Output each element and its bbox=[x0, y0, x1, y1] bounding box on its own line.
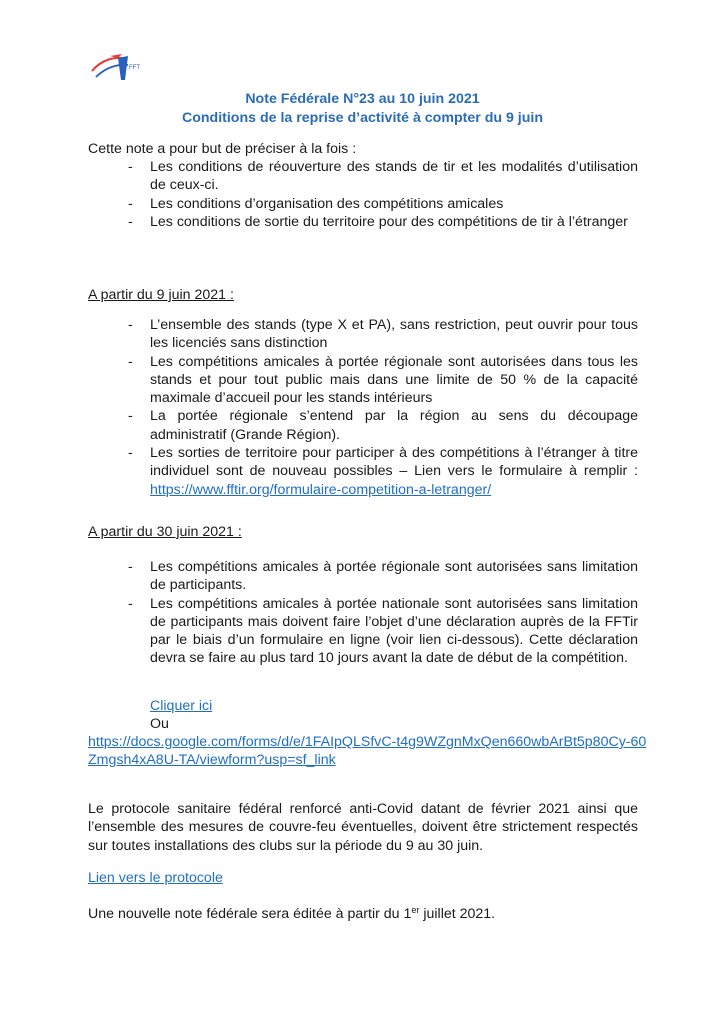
list-item bbox=[88, 444, 638, 499]
footer-superscript: er bbox=[411, 905, 420, 915]
svg-text:FFT: FFT bbox=[129, 65, 140, 71]
note-subtitle: Conditions de la reprise d’activité à compter du 9 juin bbox=[181, 110, 544, 126]
section-heading-9-juin: A partir du 9 juin 2021 : bbox=[88, 287, 234, 303]
section1-list bbox=[88, 316, 638, 499]
foreign-competition-form-link[interactable]: https://www.fftir.org/formulaire-competition-a-letranger/ bbox=[150, 481, 492, 498]
intro-lead: Cette note a pour but de préciser à la fois : bbox=[88, 141, 357, 157]
list-item: - Les conditions de sortie du territoire pour des compétitions de tir à l’étranger bbox=[88, 213, 638, 231]
list-item: - Les conditions d’organisation des compétitions amicales bbox=[88, 195, 638, 213]
list-item-text: Les sorties de territoire pour participer à des compétitions à l’étranger à titre individuel sont de nouveau possibles – Lien vers le formulaire à remplir : bbox=[150, 445, 638, 480]
list-item: - Les compétitions amicales à portée régionale sont autorisées dans tous les stands et pour tout public mais dans une limite de 50 % de la capacité maximale d’accueil pour les stands intérieurs bbox=[88, 353, 638, 408]
footer-text-end: juillet 2021. bbox=[419, 906, 496, 922]
or-label: Ou bbox=[150, 716, 169, 732]
note-title: Note Fédérale N°23 au 10 juin 2021 bbox=[245, 91, 480, 107]
section-heading-30-juin: A partir du 30 juin 2021 : bbox=[88, 524, 242, 540]
list-item: - L’ensemble des stands (type X et PA), sans restriction, peut ouvrir pour tous les licenciés sans distinction bbox=[88, 316, 638, 353]
section2-list bbox=[88, 558, 638, 668]
list-item: - Les compétitions amicales à portée nationale sont autorisées sans limitation de participants mais doivent faire l’objet d’une déclaration auprès de la FFTir par le biais d’un formulaire en ligne (voir lien ci-dessous). Cette déclaration devra se faire au plus tard 10 jours avant la date de début de la compétition. bbox=[88, 595, 638, 668]
list-item: - Les conditions de réouverture des stands de tir et les modalités d’utilisation de ceux-ci. bbox=[88, 158, 638, 195]
footer-note bbox=[88, 905, 495, 923]
list-item: - La portée régionale s’entend par la région au sens du découpage administratif (Grande Région). bbox=[88, 407, 638, 444]
protocol-link[interactable]: Lien vers le protocole bbox=[88, 870, 223, 886]
intro-list bbox=[88, 158, 638, 231]
protocol-paragraph: Le protocole sanitaire fédéral renforcé anti-Covid datant de février 2021 ainsi que l’ensemble des mesures de couvre-feu éventuelles, doivent être strictement respectés sur toutes installations des clubs sur la période du 9 au 30 juin. bbox=[88, 801, 638, 854]
footer-text: Une nouvelle note fédérale sera éditée à partir du 1 bbox=[88, 906, 412, 922]
list-item: - Les compétitions amicales à portée régionale sont autorisées sans limitation de participants. bbox=[88, 558, 638, 595]
click-here-link[interactable]: Cliquer ici bbox=[150, 698, 213, 714]
fftir-logo-icon bbox=[88, 50, 154, 84]
google-form-link[interactable]: https://docs.google.com/forms/d/e/1FAIpQLSfvC-t4g9WZgnMxQen660wbArBt5p80Cy-60Zmgsh4xA8U-TA/viewform?usp=sf_link bbox=[88, 734, 647, 769]
